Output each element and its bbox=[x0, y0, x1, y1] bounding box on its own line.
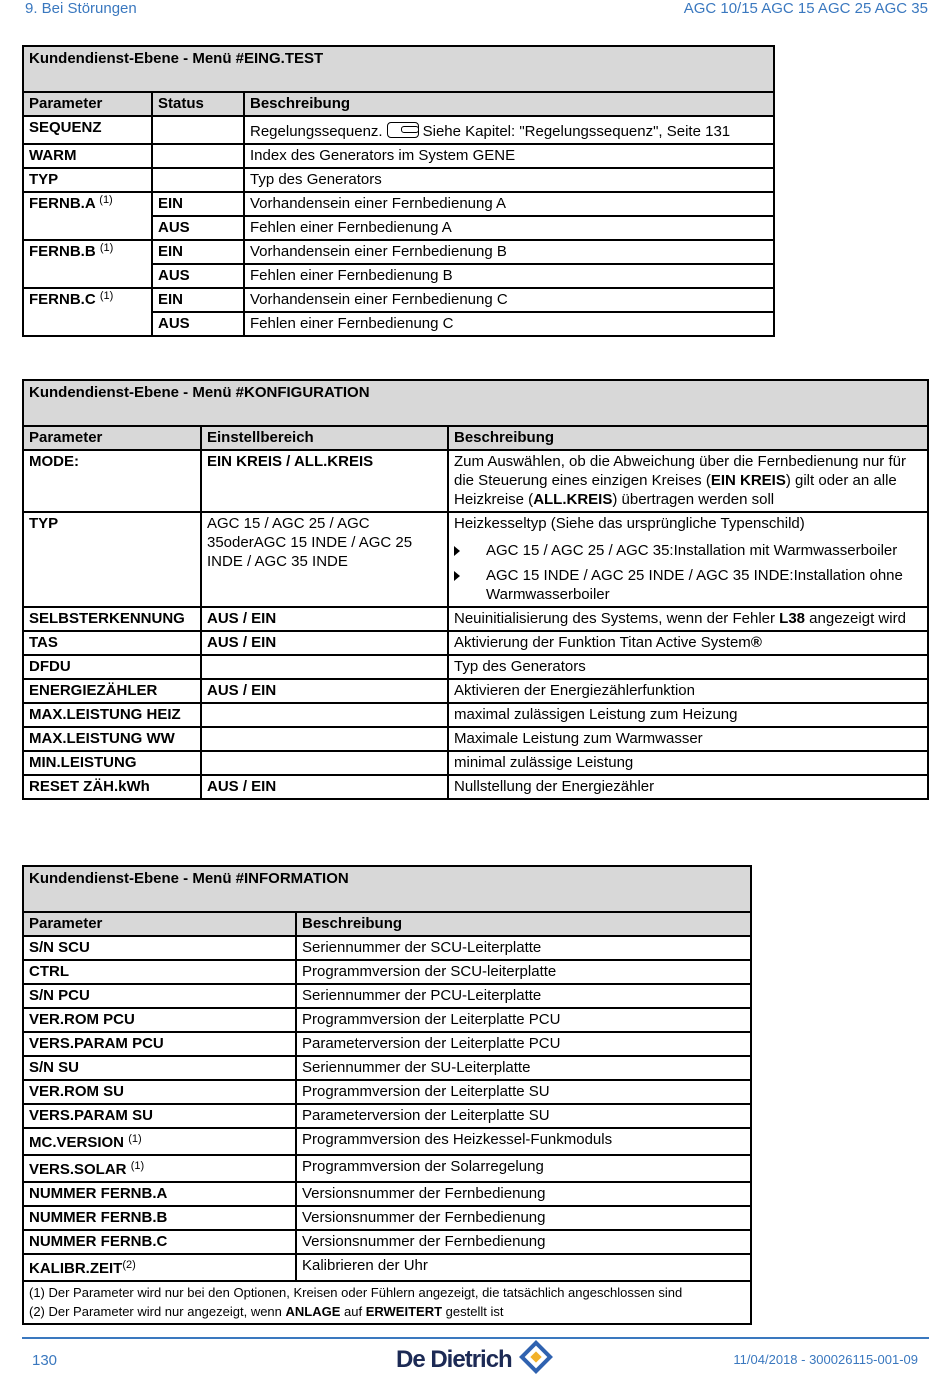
description: maximal zulässigen Leistung zum Heizung bbox=[448, 703, 928, 727]
description: Typ des Generators bbox=[244, 168, 774, 192]
description-text: ) übertragen werden soll bbox=[612, 491, 775, 508]
param-name: NUMMER FERNB.A bbox=[23, 1182, 296, 1206]
table-konfiguration bbox=[22, 379, 929, 800]
range-value bbox=[201, 727, 448, 751]
param-label: MC.VERSION bbox=[29, 1134, 125, 1151]
description: Programmversion der Leiterplatte PCU bbox=[296, 1008, 751, 1032]
param-name: NUMMER FERNB.C bbox=[23, 1230, 296, 1254]
param-name: SEQUENZ bbox=[23, 116, 152, 144]
table-row bbox=[23, 960, 751, 984]
range-option: ALL.KREIS bbox=[293, 453, 374, 470]
param-name bbox=[23, 192, 152, 240]
description: Typ des Generators bbox=[448, 655, 928, 679]
bullet-arrow-icon bbox=[454, 546, 460, 556]
col-header: Beschreibung bbox=[296, 912, 751, 936]
param-name: VER.ROM SU bbox=[23, 1080, 296, 1104]
description: Seriennummer der SCU-Leiterplatte bbox=[296, 936, 751, 960]
param-name: MIN.LEISTUNG bbox=[23, 751, 201, 775]
description-keyword: EIN KREIS bbox=[710, 472, 786, 489]
param-name: TYP bbox=[23, 168, 152, 192]
table-row bbox=[23, 168, 774, 192]
param-label: KALIBR.ZEIT bbox=[29, 1260, 123, 1277]
description: Vorhandensein einer Fernbedienung C bbox=[244, 288, 774, 312]
table-row bbox=[23, 631, 928, 655]
description: Versionsnummer der Fernbedienung bbox=[296, 1182, 751, 1206]
param-label: VERS.SOLAR bbox=[29, 1161, 127, 1178]
range-value: AUS / EIN bbox=[201, 775, 448, 799]
brand-logo bbox=[396, 1343, 556, 1377]
status-value: EIN bbox=[152, 288, 244, 312]
range-value bbox=[201, 450, 448, 512]
param-name: ENERGIEZÄHLER bbox=[23, 679, 201, 703]
param-label: FERNB.C bbox=[29, 291, 96, 308]
table-title: Kundendienst-Ebene - Menü #KONFIGURATION bbox=[23, 380, 928, 426]
bullet-arrow-icon bbox=[454, 571, 460, 581]
footnote-text: auf bbox=[340, 1304, 366, 1319]
footnote-ref: (1) bbox=[130, 1160, 145, 1172]
range-value: AUS / EIN bbox=[201, 679, 448, 703]
section-title: 9. Bei Störungen bbox=[25, 0, 137, 17]
table-row bbox=[23, 727, 928, 751]
table-row bbox=[23, 288, 774, 312]
table-row bbox=[23, 1155, 751, 1182]
footnote-text: (2) Der Parameter wird nur angezeigt, wenn bbox=[29, 1304, 286, 1319]
param-name: S/N SCU bbox=[23, 936, 296, 960]
param-name bbox=[23, 240, 152, 288]
table-information bbox=[22, 865, 752, 1325]
footnote-ref: (1) bbox=[99, 194, 113, 206]
param-name: VER.ROM PCU bbox=[23, 1008, 296, 1032]
description: Parameterversion der Leiterplatte PCU bbox=[296, 1032, 751, 1056]
col-header: Parameter bbox=[23, 426, 201, 450]
description-text: Heizkesseltyp (Siehe das ursprüngliche Typenschild) bbox=[454, 515, 805, 532]
param-name bbox=[23, 1128, 296, 1155]
footnote-ref: (1) bbox=[99, 242, 114, 254]
status-value: EIN bbox=[152, 240, 244, 264]
description: Fehlen einer Fernbedienung A bbox=[244, 216, 774, 240]
status-value: AUS bbox=[152, 216, 244, 240]
bullet-text: AGC 15 INDE / AGC 25 INDE / AGC 35 INDE:Installation ohne Warmwasserboiler bbox=[486, 567, 903, 603]
col-header: Beschreibung bbox=[244, 92, 774, 116]
brand-diamond-icon bbox=[519, 1340, 553, 1374]
description: Programmversion des Heizkessel-Funkmoduls bbox=[296, 1128, 751, 1155]
description-text: angezeigt wird bbox=[805, 610, 906, 627]
status-cell bbox=[152, 116, 244, 144]
param-name: CTRL bbox=[23, 960, 296, 984]
footnote-keyword: ANLAGE bbox=[285, 1304, 341, 1319]
footnote-2 bbox=[29, 1302, 745, 1321]
description: Kalibrieren der Uhr bbox=[296, 1254, 751, 1281]
bullet-item bbox=[454, 566, 922, 604]
description: Nullstellung der Energiezähler bbox=[448, 775, 928, 799]
footnote-ref: (1) bbox=[128, 1133, 142, 1145]
footnotes bbox=[23, 1281, 751, 1324]
table-row bbox=[23, 144, 774, 168]
description: Maximale Leistung zum Warmwasser bbox=[448, 727, 928, 751]
table-eing-test bbox=[22, 45, 775, 337]
param-name: VERS.PARAM PCU bbox=[23, 1032, 296, 1056]
param-name: TYP bbox=[23, 512, 201, 607]
table-row bbox=[23, 240, 774, 264]
range-separator: / bbox=[282, 453, 294, 470]
range-value: AGC 15 / AGC 25 / AGC 35oderAGC 15 INDE / AGC 25 INDE / AGC 35 INDE bbox=[201, 512, 448, 607]
table-row bbox=[23, 775, 928, 799]
param-name: MODE: bbox=[23, 450, 201, 512]
table-row bbox=[23, 1254, 751, 1281]
table-row bbox=[23, 116, 774, 144]
table-row bbox=[23, 936, 751, 960]
param-name bbox=[23, 288, 152, 336]
document-reference: 11/04/2018 - 300026115-001-09 bbox=[733, 1352, 918, 1367]
param-name bbox=[23, 1254, 296, 1281]
table-row bbox=[23, 512, 928, 607]
description: Index des Generators im System GENE bbox=[244, 144, 774, 168]
param-name: MAX.LEISTUNG WW bbox=[23, 727, 201, 751]
footnote-ref: (1) bbox=[99, 290, 114, 302]
table-row bbox=[23, 984, 751, 1008]
table-row bbox=[23, 1080, 751, 1104]
status-cell bbox=[152, 144, 244, 168]
reference-text: Siehe Kapitel: "Regelungssequenz", Seite 131 bbox=[422, 123, 731, 140]
description: Programmversion der Leiterplatte SU bbox=[296, 1080, 751, 1104]
param-name: WARM bbox=[23, 144, 152, 168]
footer-divider bbox=[22, 1337, 929, 1339]
table-row bbox=[23, 1056, 751, 1080]
range-value bbox=[201, 703, 448, 727]
table-row bbox=[23, 655, 928, 679]
status-cell bbox=[152, 168, 244, 192]
description bbox=[448, 450, 928, 512]
table-row bbox=[23, 1008, 751, 1032]
param-name: VERS.PARAM SU bbox=[23, 1104, 296, 1128]
table-row bbox=[23, 1128, 751, 1155]
description bbox=[448, 512, 928, 607]
description: Vorhandensein einer Fernbedienung B bbox=[244, 240, 774, 264]
status-value: AUS bbox=[152, 312, 244, 336]
description-text: ) gilt oder an alle Heizkreise ( bbox=[454, 472, 897, 508]
bullet-text: AGC 15 / AGC 25 / AGC 35:Installation mit Warmwasserboiler bbox=[486, 542, 898, 559]
table-row bbox=[23, 607, 928, 631]
param-name: SELBSTERKENNUNG bbox=[23, 607, 201, 631]
description: Programmversion der Solarregelung bbox=[296, 1155, 751, 1182]
table-title: Kundendienst-Ebene - Menü #INFORMATION bbox=[23, 866, 751, 912]
status-value: EIN bbox=[152, 192, 244, 216]
description: Parameterversion der Leiterplatte SU bbox=[296, 1104, 751, 1128]
param-name bbox=[23, 1155, 296, 1182]
param-name: DFDU bbox=[23, 655, 201, 679]
description: Aktivieren der Energiezählerfunktion bbox=[448, 679, 928, 703]
param-name: NUMMER FERNB.B bbox=[23, 1206, 296, 1230]
description: Seriennummer der PCU-Leiterplatte bbox=[296, 984, 751, 1008]
bullet-item bbox=[454, 541, 922, 560]
description: Versionsnummer der Fernbedienung bbox=[296, 1206, 751, 1230]
table-row bbox=[23, 751, 928, 775]
description: Fehlen einer Fernbedienung B bbox=[244, 264, 774, 288]
description-text: Zum Auswählen, ob die Abweichung über die Fernbedienung nur für die Steuerung eines einzigen Kreises ( bbox=[454, 453, 906, 489]
description bbox=[244, 116, 774, 144]
brand-name: De Dietrich bbox=[396, 1346, 512, 1373]
description bbox=[448, 607, 928, 631]
pointing-hand-icon bbox=[387, 122, 419, 138]
col-header: Beschreibung bbox=[448, 426, 928, 450]
footnote-1: (1) Der Parameter wird nur bei den Optionen, Kreisen oder Fühlern angezeigt, die tatsächlich angeschlossen sind bbox=[29, 1285, 683, 1300]
description: minimal zulässige Leistung bbox=[448, 751, 928, 775]
param-name: S/N SU bbox=[23, 1056, 296, 1080]
footnote-row bbox=[23, 1281, 751, 1324]
range-value: AUS / EIN bbox=[201, 631, 448, 655]
col-header: Status bbox=[152, 92, 244, 116]
param-name: S/N PCU bbox=[23, 984, 296, 1008]
param-name: TAS bbox=[23, 631, 201, 655]
table-row bbox=[23, 450, 928, 512]
table-row bbox=[23, 703, 928, 727]
description-text: Regelungssequenz. bbox=[250, 123, 383, 140]
param-name: RESET ZÄH.kWh bbox=[23, 775, 201, 799]
description: Vorhandensein einer Fernbedienung A bbox=[244, 192, 774, 216]
description: Fehlen einer Fernbedienung C bbox=[244, 312, 774, 336]
table-row bbox=[23, 1032, 751, 1056]
table-row bbox=[23, 192, 774, 216]
table-row bbox=[23, 679, 928, 703]
page-header bbox=[0, 0, 950, 20]
status-value: AUS bbox=[152, 264, 244, 288]
param-label: FERNB.A bbox=[29, 195, 96, 212]
description bbox=[448, 631, 928, 655]
range-option: EIN KREIS bbox=[207, 453, 283, 470]
table-row bbox=[23, 1230, 751, 1254]
col-header: Einstellbereich bbox=[201, 426, 448, 450]
footnote-keyword: ERWEITERT bbox=[365, 1304, 443, 1319]
error-code: L38 bbox=[779, 610, 806, 627]
description: Seriennummer der SU-Leiterplatte bbox=[296, 1056, 751, 1080]
table-row bbox=[23, 1182, 751, 1206]
registered-mark: ® bbox=[750, 634, 762, 651]
footnote-ref: (2) bbox=[122, 1259, 136, 1271]
col-header: Parameter bbox=[23, 912, 296, 936]
page-number: 130 bbox=[32, 1352, 58, 1369]
col-header: Parameter bbox=[23, 92, 152, 116]
param-name: MAX.LEISTUNG HEIZ bbox=[23, 703, 201, 727]
table-row bbox=[23, 1104, 751, 1128]
range-value bbox=[201, 751, 448, 775]
description: Programmversion der SCU-leiterplatte bbox=[296, 960, 751, 984]
description: Versionsnummer der Fernbedienung bbox=[296, 1230, 751, 1254]
range-value bbox=[201, 655, 448, 679]
table-row bbox=[23, 1206, 751, 1230]
model-list: AGC 10/15 AGC 15 AGC 25 AGC 35 bbox=[683, 0, 928, 17]
table-title: Kundendienst-Ebene - Menü #EING.TEST bbox=[23, 46, 774, 92]
description-text: Aktivierung der Funktion Titan Active System bbox=[454, 634, 751, 651]
description-keyword: ALL.KREIS bbox=[533, 491, 613, 508]
footnote-text: gestellt ist bbox=[442, 1304, 504, 1319]
description-text: Neuinitialisierung des Systems, wenn der Fehler bbox=[454, 610, 780, 627]
range-value: AUS / EIN bbox=[201, 607, 448, 631]
param-label: FERNB.B bbox=[29, 243, 96, 260]
